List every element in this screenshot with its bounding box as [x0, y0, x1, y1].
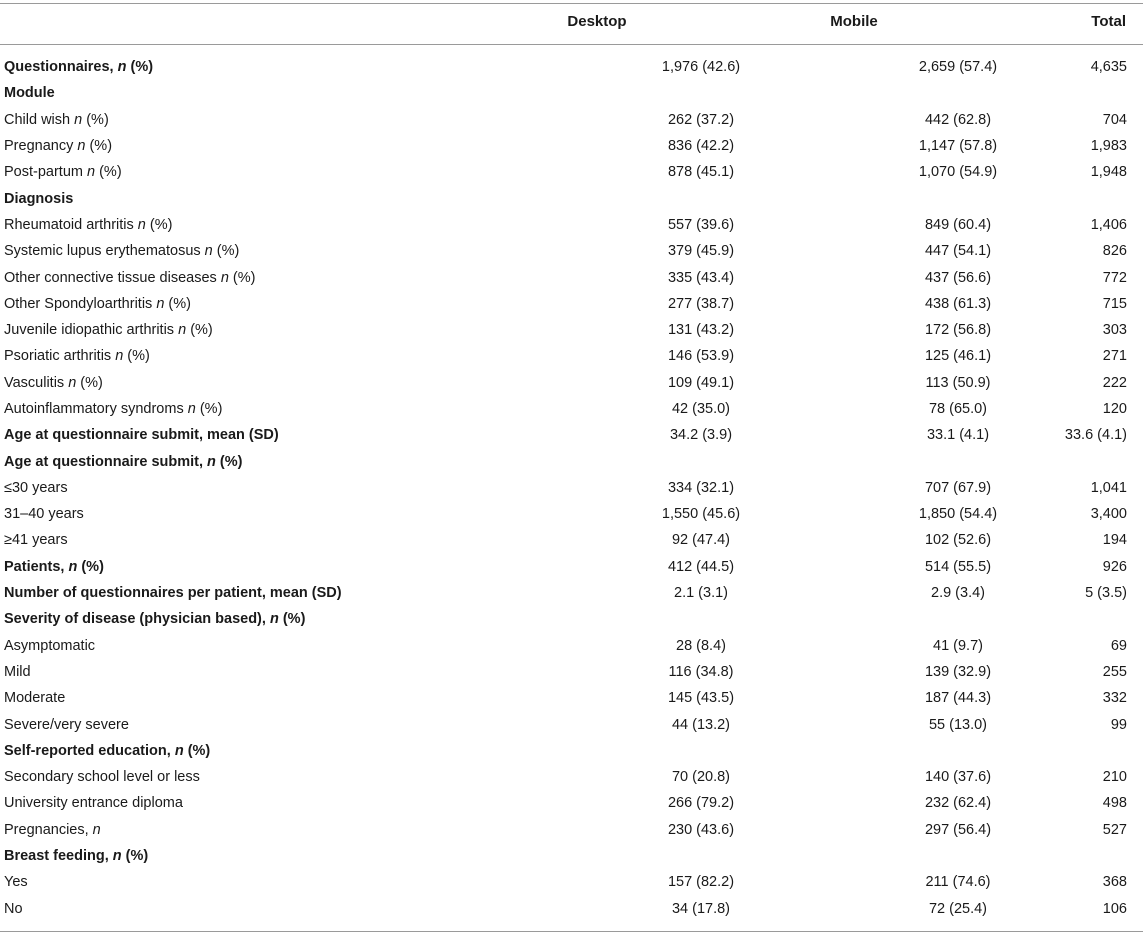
cell-mobile: 1,850 (54.4) — [918, 506, 998, 523]
cell-total — [1058, 843, 1143, 869]
cell-total — [1058, 80, 1143, 106]
table-row — [0, 554, 1143, 580]
cell-total: 332 — [1102, 690, 1127, 707]
cell-total — [1058, 448, 1143, 474]
bottom-rule — [0, 931, 1143, 932]
cell-total: 271 — [1102, 348, 1127, 365]
cell-desktop: 109 (49.1) — [667, 374, 735, 391]
cell-total: 1,948 — [1090, 164, 1127, 181]
cell-total: 3,400 — [1090, 506, 1127, 523]
row-label: Questionnaires, n (%) — [4, 59, 154, 76]
cell-desktop: 145 (43.5) — [667, 690, 735, 707]
row-label: Age at questionnaire submit, mean (SD) — [4, 427, 279, 444]
header-desktop: Desktop — [567, 13, 627, 30]
cell-mobile: 437 (56.6) — [924, 269, 992, 286]
cell-mobile — [801, 738, 1058, 764]
table-row — [0, 580, 1143, 606]
row-label: Other connective tissue diseases n (%) — [4, 269, 256, 286]
table-row — [0, 527, 1143, 553]
cell-mobile: 438 (61.3) — [924, 295, 992, 312]
row-label: Self-reported education, n (%) — [4, 742, 211, 759]
cell-mobile: 442 (62.8) — [924, 111, 992, 128]
table-row — [0, 343, 1143, 369]
row-label: Secondary school level or less — [4, 769, 200, 786]
cell-desktop: 412 (44.5) — [667, 558, 735, 575]
table-row — [0, 738, 1143, 764]
cell-mobile: 139 (32.9) — [924, 663, 992, 680]
row-label: No — [4, 900, 23, 917]
cell-mobile: 211 (74.6) — [925, 874, 991, 891]
table-row — [0, 817, 1143, 843]
row-label: Yes — [4, 874, 28, 891]
cell-total: 99 — [1110, 716, 1127, 733]
cell-total: 303 — [1102, 322, 1127, 339]
cell-total: 120 — [1102, 401, 1127, 417]
table-row — [0, 685, 1143, 711]
cell-desktop: 70 (20.8) — [671, 769, 731, 786]
row-label: Moderate — [4, 690, 66, 707]
cell-mobile: 172 (56.8) — [924, 322, 992, 339]
table-row — [0, 711, 1143, 737]
row-label: Vasculitis n (%) — [4, 374, 103, 391]
cell-mobile: 33.1 (4.1) — [926, 427, 990, 444]
cell-total — [1058, 606, 1143, 632]
cell-total: 33.6 (4.1) — [1064, 427, 1127, 444]
header-mobile: Mobile — [830, 13, 878, 30]
row-label: Breast feeding, n (%) — [4, 848, 149, 865]
table-row — [0, 107, 1143, 133]
cell-total: 498 — [1102, 795, 1127, 812]
cell-desktop: 262 (37.2) — [667, 111, 735, 128]
cell-mobile: 232 (62.4) — [924, 795, 992, 812]
row-label: Child wish n (%) — [4, 111, 109, 128]
table-row — [0, 238, 1143, 264]
cell-mobile: 1,147 (57.8) — [918, 138, 998, 155]
table-row — [0, 659, 1143, 685]
header-rule — [0, 44, 1143, 45]
table-row — [0, 633, 1143, 659]
cell-mobile: 72 (25.4) — [928, 900, 988, 917]
cell-total: 704 — [1102, 111, 1127, 128]
cell-desktop: 42 (35.0) — [671, 401, 731, 417]
row-label: ≥41 years — [4, 532, 68, 549]
cell-mobile — [801, 843, 1058, 869]
row-label: Asymptomatic — [4, 637, 96, 654]
cell-desktop: 44 (13.2) — [671, 716, 731, 733]
table-row — [0, 291, 1143, 317]
cell-desktop — [524, 448, 801, 474]
cell-total: 5 (3.5) — [1085, 585, 1127, 602]
cell-desktop: 557 (39.6) — [667, 216, 735, 233]
cell-total: 772 — [1102, 269, 1127, 286]
table-row — [0, 370, 1143, 396]
table-row — [0, 159, 1143, 185]
cell-mobile: 78 (65.0) — [928, 401, 988, 417]
cell-desktop: 1,976 (42.6) — [661, 59, 741, 76]
row-label: University entrance diploma — [4, 795, 183, 812]
row-label: Psoriatic arthritis n (%) — [4, 348, 150, 365]
cell-total: 368 — [1102, 874, 1127, 891]
cell-desktop — [524, 80, 801, 106]
cell-total — [1058, 738, 1143, 764]
cell-mobile — [801, 448, 1058, 474]
row-label: Severe/very severe — [4, 716, 129, 733]
row-label: Module — [4, 85, 55, 102]
cell-total: 210 — [1102, 769, 1127, 786]
header-total: Total — [1091, 13, 1126, 30]
cell-mobile — [801, 185, 1058, 211]
cell-mobile: 125 (46.1) — [924, 348, 992, 365]
table-row — [0, 54, 1143, 80]
table-row — [0, 80, 1143, 106]
row-label: Number of questionnaires per patient, mean (SD) — [4, 585, 342, 602]
cell-total: 826 — [1102, 243, 1127, 260]
table-row — [0, 896, 1143, 922]
cell-mobile: 849 (60.4) — [924, 216, 992, 233]
cell-desktop: 230 (43.6) — [667, 821, 735, 838]
cell-desktop: 34 (17.8) — [671, 900, 731, 917]
row-label: Pregnancies, n — [4, 821, 101, 838]
cell-desktop: 34.2 (3.9) — [669, 427, 733, 444]
cell-total: 715 — [1102, 295, 1127, 312]
cell-mobile: 707 (67.9) — [924, 479, 992, 496]
table-row — [0, 790, 1143, 816]
cell-desktop: 157 (82.2) — [667, 874, 735, 891]
cell-mobile: 140 (37.6) — [924, 769, 992, 786]
cell-total: 527 — [1102, 821, 1127, 838]
row-label: Age at questionnaire submit, n (%) — [4, 453, 243, 470]
table-row — [0, 501, 1143, 527]
cell-total — [1058, 185, 1143, 211]
table-row — [0, 869, 1143, 895]
cell-desktop: 878 (45.1) — [667, 164, 735, 181]
table-row — [0, 396, 1143, 422]
cell-total: 4,635 — [1090, 59, 1127, 76]
row-label: Juvenile idiopathic arthritis n (%) — [4, 322, 213, 339]
cell-total: 1,406 — [1090, 216, 1127, 233]
row-label: Systemic lupus erythematosus n (%) — [4, 243, 240, 260]
cell-mobile — [801, 80, 1058, 106]
cell-desktop — [524, 843, 801, 869]
cell-desktop: 836 (42.2) — [667, 138, 735, 155]
cell-total: 1,983 — [1090, 138, 1127, 155]
cell-desktop: 146 (53.9) — [667, 348, 735, 365]
cell-total: 106 — [1102, 900, 1127, 917]
cell-mobile: 55 (13.0) — [928, 716, 988, 733]
cell-mobile: 297 (56.4) — [924, 821, 992, 838]
cell-desktop: 266 (79.2) — [667, 795, 735, 812]
cell-desktop: 28 (8.4) — [676, 637, 726, 654]
table-row — [0, 133, 1143, 159]
row-label: Diagnosis — [4, 190, 74, 207]
cell-mobile: 447 (54.1) — [924, 243, 992, 260]
cell-mobile: 41 (9.7) — [933, 637, 983, 654]
cell-mobile: 514 (55.5) — [924, 558, 992, 575]
cell-desktop: 379 (45.9) — [667, 243, 735, 260]
table-row — [0, 448, 1143, 474]
cell-desktop — [524, 185, 801, 211]
row-label: Rheumatoid arthritis n (%) — [4, 216, 173, 233]
cell-total: 1,041 — [1090, 479, 1127, 496]
cell-desktop: 131 (43.2) — [667, 322, 735, 339]
cell-total: 69 — [1110, 637, 1127, 654]
row-label: 31–40 years — [4, 506, 84, 523]
table-row — [0, 264, 1143, 290]
cell-mobile: 1,070 (54.9) — [918, 164, 998, 181]
cell-total: 926 — [1102, 558, 1127, 575]
cell-desktop: 277 (38.7) — [667, 295, 735, 312]
cell-total: 222 — [1102, 374, 1127, 391]
cell-desktop: 334 (32.1) — [667, 479, 735, 496]
table-header — [0, 0, 1143, 44]
cell-desktop: 92 (47.4) — [671, 532, 731, 549]
row-label: Mild — [4, 663, 31, 680]
row-label: ≤30 years — [4, 479, 68, 496]
data-table — [0, 54, 1143, 922]
table-row — [0, 185, 1143, 211]
row-label: Pregnancy n (%) — [4, 138, 113, 155]
cell-total: 255 — [1102, 663, 1127, 680]
cell-total: 194 — [1102, 532, 1127, 549]
cell-mobile: 113 (50.9) — [925, 374, 991, 391]
table-row — [0, 212, 1143, 238]
table-row — [0, 422, 1143, 448]
table-row — [0, 317, 1143, 343]
cell-mobile: 187 (44.3) — [924, 690, 992, 707]
table-row — [0, 606, 1143, 632]
row-label: Severity of disease (physician based), n (%) — [4, 611, 306, 628]
row-label: Post-partum n (%) — [4, 164, 122, 181]
cell-desktop — [524, 606, 801, 632]
cell-desktop: 335 (43.4) — [667, 269, 735, 286]
cell-desktop — [524, 738, 801, 764]
table-row — [0, 843, 1143, 869]
row-label: Autoinflammatory syndroms n (%) — [4, 401, 223, 417]
cell-mobile: 2,659 (57.4) — [918, 59, 998, 76]
cell-desktop: 116 (34.8) — [668, 663, 734, 680]
cell-mobile — [801, 606, 1058, 632]
row-label: Patients, n (%) — [4, 558, 104, 575]
cell-desktop: 2.1 (3.1) — [674, 585, 728, 602]
table-row — [0, 764, 1143, 790]
cell-mobile: 2.9 (3.4) — [931, 585, 985, 602]
table-row — [0, 475, 1143, 501]
cell-desktop: 1,550 (45.6) — [661, 506, 741, 523]
cell-mobile: 102 (52.6) — [924, 532, 992, 549]
row-label: Other Spondyloarthritis n (%) — [4, 295, 191, 312]
